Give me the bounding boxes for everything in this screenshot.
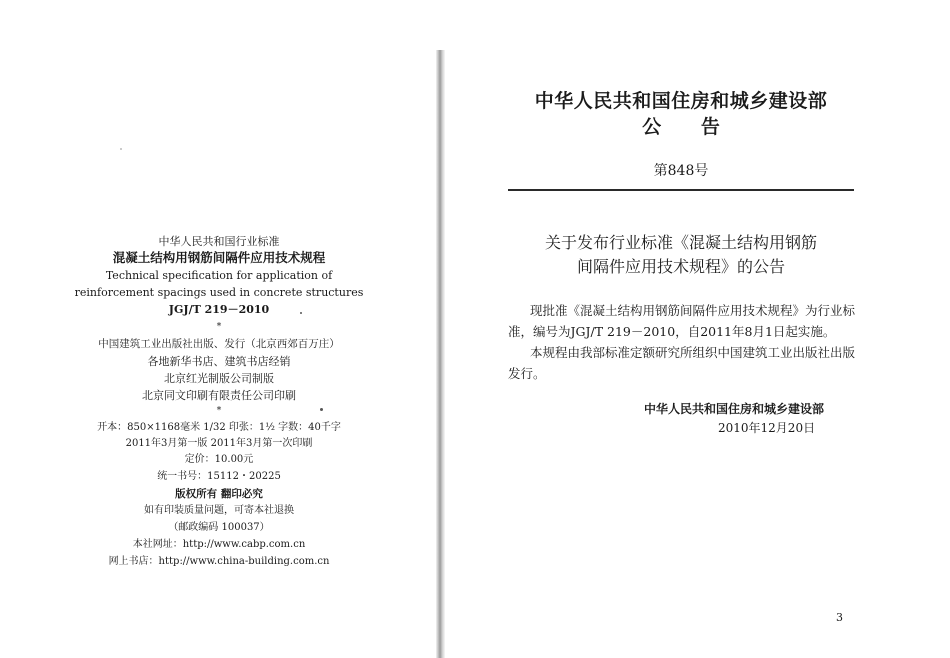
standard-type: 中华人民共和国行业标准	[158, 235, 280, 248]
para1-line-2: 准，编号为JGJ/T 219－2010，自2011年8月1日起实施。	[508, 324, 836, 339]
signature-line: 中华人民共和国住房和城乡建设部	[644, 402, 825, 416]
date-line: 2010年12月20日	[718, 421, 816, 435]
colophon-code: JGJ/T 219－2010	[168, 303, 270, 316]
colophon-title-en-2: reinforcement spacings used in concrete structures	[74, 286, 364, 299]
website-line: 本社网址：http://www.cabp.com.cn	[132, 539, 306, 550]
para2-line-2: 发行。	[508, 366, 546, 381]
para1-line-1: 现批准《混凝土结构用钢筋间隔件应用技术规程》为行业标	[530, 303, 856, 318]
left-page-colophon	[0, 0, 438, 658]
publisher-line: 中国建筑工业出版社出版、发行（北京西郊百万庄）	[98, 338, 340, 350]
typesetter-line: 北京红光制版公司制版	[164, 372, 274, 385]
rights-line: 版权所有 翻印必究	[175, 488, 263, 500]
scan-speck	[120, 148, 122, 150]
format-line: 开本：850×1168毫米 1/32 印张：1½ 字数：40千字	[97, 422, 341, 433]
separator-2: *	[216, 406, 222, 416]
printer-line: 北京同文印刷有限责任公司印刷	[142, 389, 296, 402]
price-line: 定价：10.00元	[184, 454, 254, 465]
ministry-heading: 中华人民共和国住房和城乡建设部	[534, 90, 828, 112]
edition-line: 2011年3月第一版 2011年3月第一次印刷	[125, 438, 313, 449]
headline-line-1: 关于发布行业标准《混凝土结构用钢筋	[544, 233, 817, 252]
return-note: 如有印装质量问题，可寄本社退换	[144, 505, 294, 516]
postal-code: （邮政编码 100037）	[168, 522, 270, 533]
scan-speck	[300, 312, 302, 314]
bookstore-line: 网上书店：http://www.china-building.com.cn	[108, 556, 330, 567]
scan-speck	[320, 408, 323, 411]
para2-line-1: 本规程由我部标准定额研究所组织中国建筑工业出版社出版	[530, 345, 856, 360]
colophon-title-cn: 混凝土结构用钢筋间隔件应用技术规程	[112, 250, 326, 265]
announcement-number: 第848号	[653, 163, 709, 179]
page-number: 3	[836, 611, 843, 624]
header-rule	[508, 189, 854, 191]
distributor-line: 各地新华书店、建筑书店经销	[147, 355, 291, 368]
isbn-line: 统一书号：15112・20225	[157, 471, 281, 482]
separator-1: *	[216, 322, 222, 332]
headline-line-2: 间隔件应用技术规程》的公告	[576, 257, 785, 276]
colophon-title-en-1: Technical specification for application of	[105, 269, 333, 282]
announcement-heading: 公 告	[642, 116, 720, 138]
